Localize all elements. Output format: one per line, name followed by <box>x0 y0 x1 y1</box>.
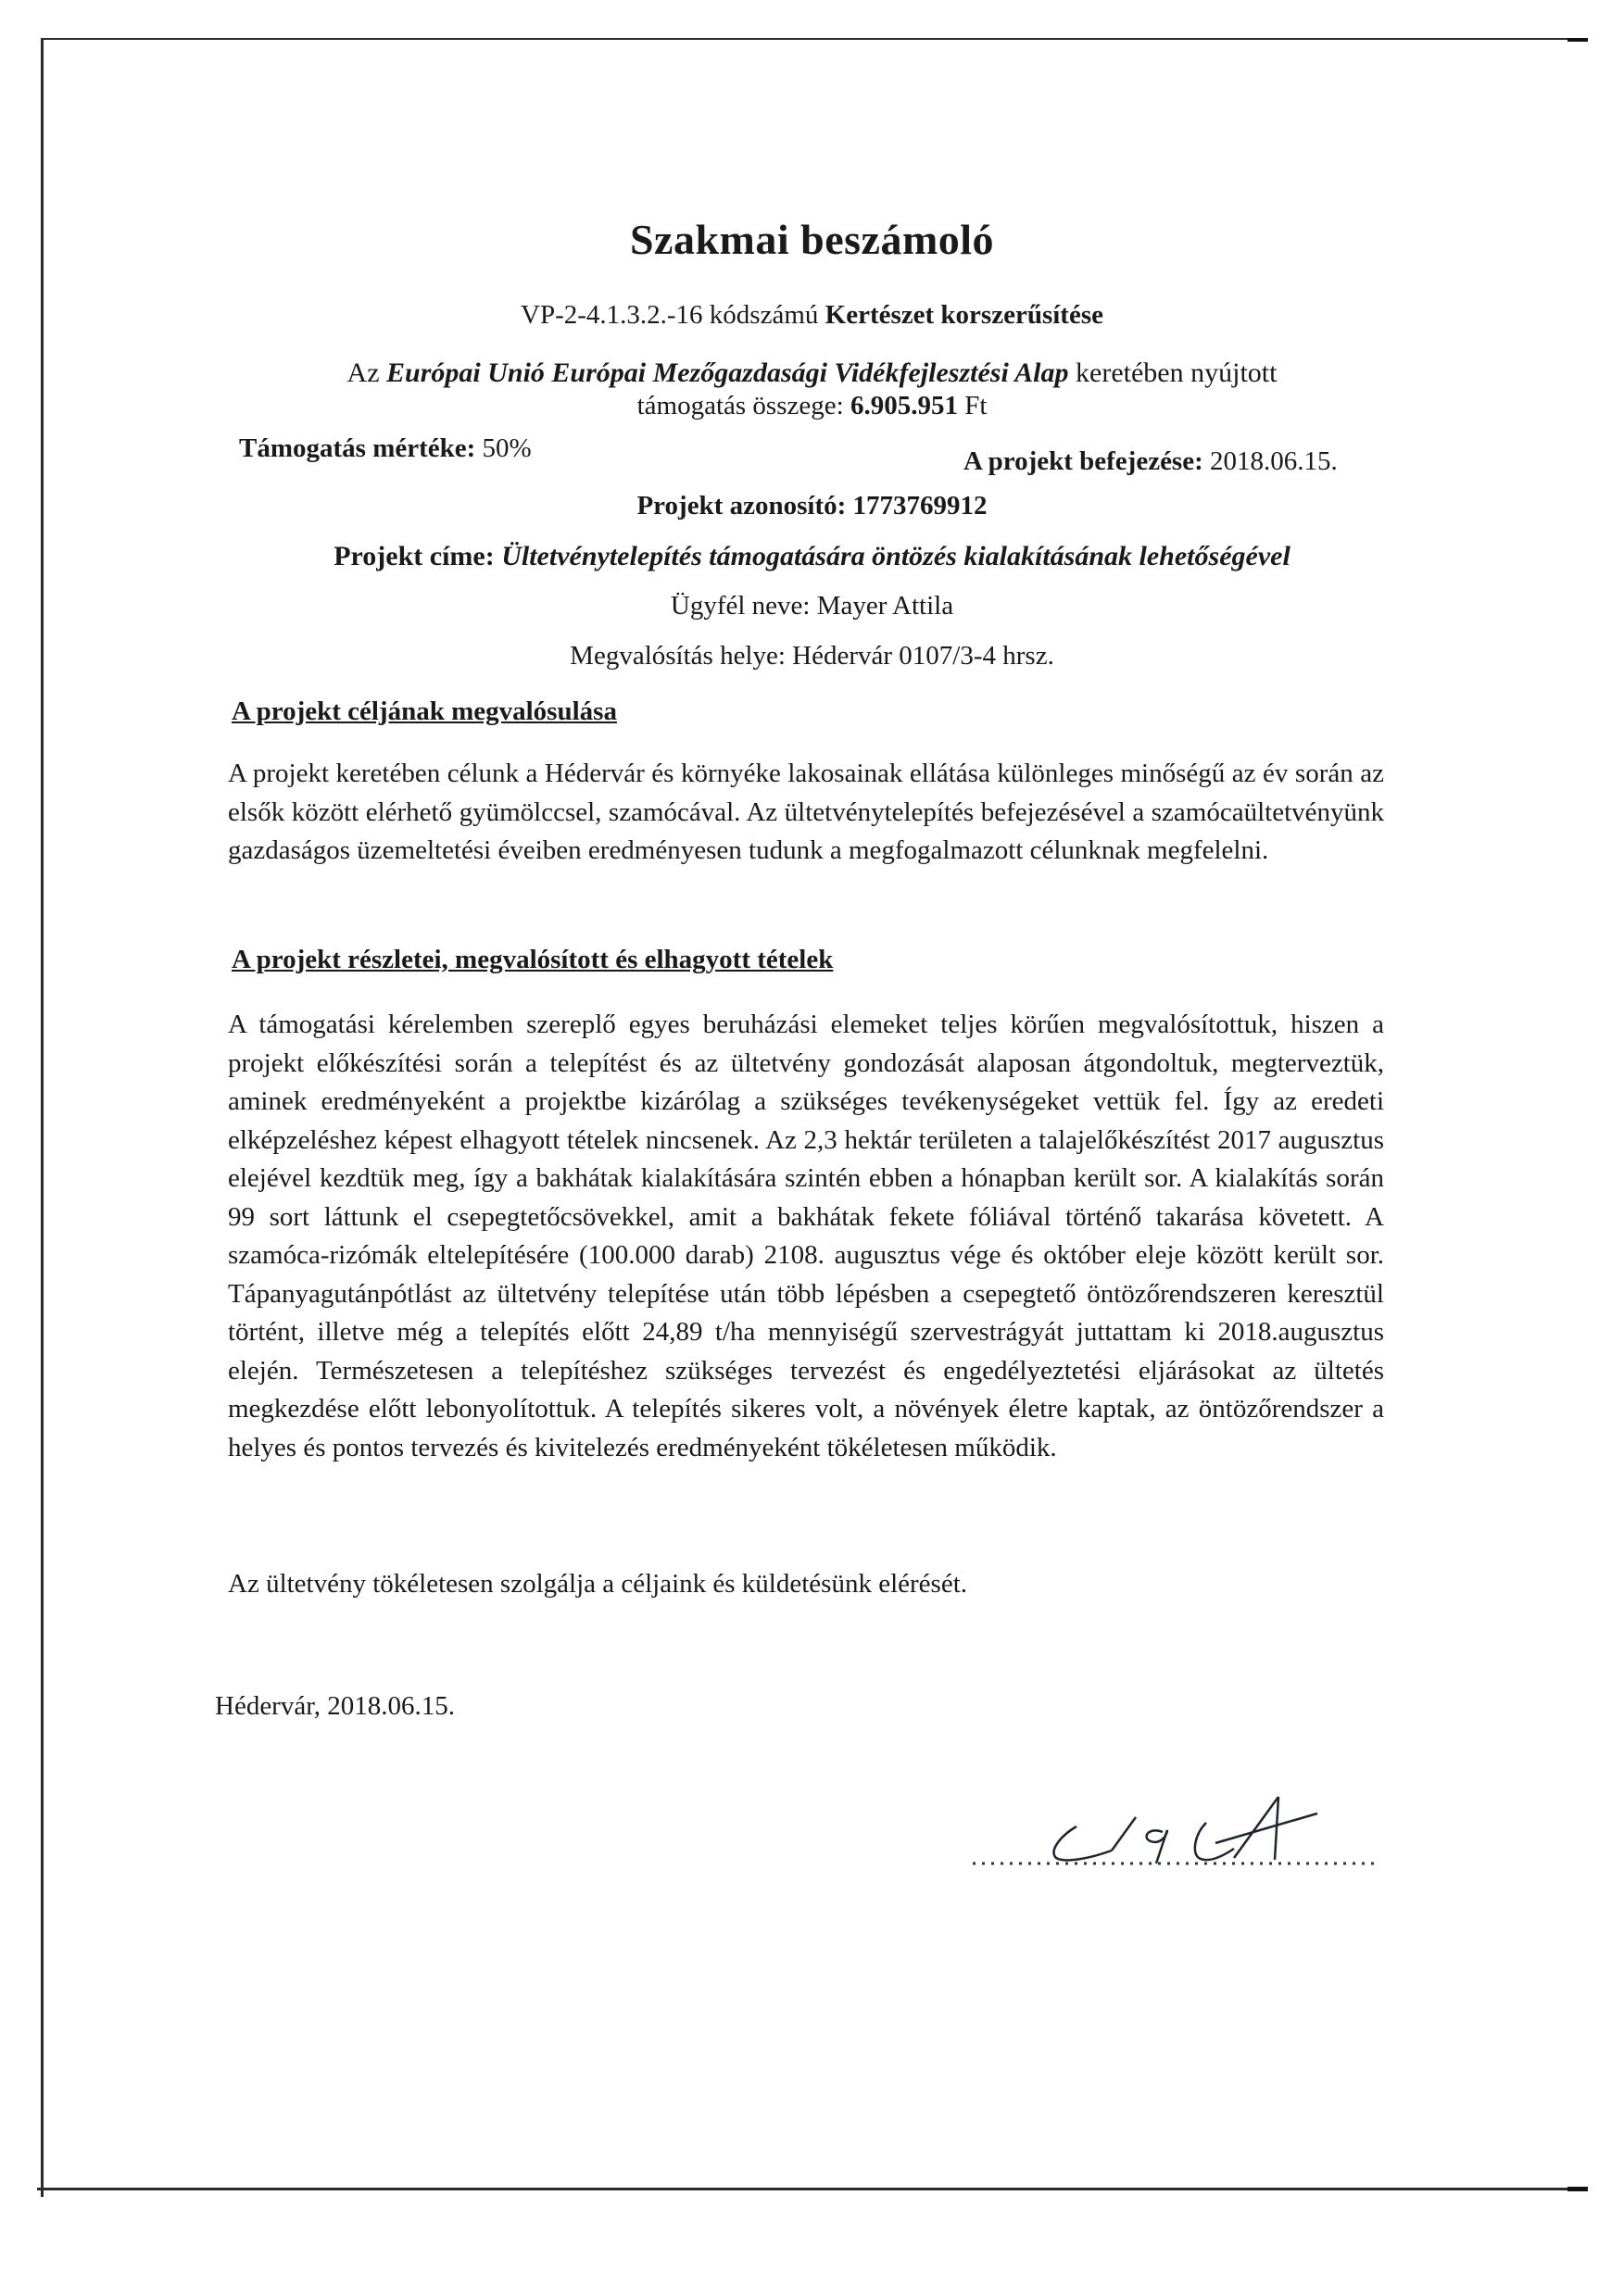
client-name: Ügyfél neve: Mayer Attila <box>670 591 954 621</box>
project-name-label: Projekt címe: <box>334 541 502 571</box>
project-end-value: 2018.06.15. <box>1210 446 1338 476</box>
project-end <box>963 446 1338 477</box>
program-code-line <box>0 300 1624 331</box>
place-date: Hédervár, 2018.06.15. <box>215 1691 455 1721</box>
project-id-line <box>0 491 1624 521</box>
project-name-line <box>0 541 1624 572</box>
project-id-label: Projekt azonosító: <box>636 491 853 521</box>
support-rate <box>239 433 532 464</box>
program-code: VP-2-4.1.3.2.-16 kódszámú <box>521 300 825 330</box>
amount-currency: Ft <box>957 391 988 420</box>
location: Megvalósítás helye: Hédervár 0107/3-4 hrsz. <box>570 641 1054 671</box>
document-title: Szakmai beszámoló <box>629 216 995 263</box>
support-rate-value: 50% <box>482 433 532 463</box>
fund-prefix: Az <box>346 358 387 388</box>
scan-mark-top-right <box>1567 38 1588 42</box>
project-end-label: A projekt befejezése: <box>963 446 1210 476</box>
section-text-goal: A projekt keretében célunk a Hédervár és környéke lakosainak ellátása különleges minőségű az év során az elsők között elérhető gyümölccsel, szamócával. Az ültetvénytelepítés befejezésével a szamócaültetvényünk gazdaságos üzemeltetési éveiben eredményesen tudunk a megfogalmazott célunknak megfelelni. <box>228 759 1384 865</box>
signature-icon <box>973 1778 1380 1880</box>
program-name: Kertészet korszerűsítése <box>825 300 1103 330</box>
amount-value: 6.905.951 <box>850 391 958 420</box>
amount-label: támogatás összege: <box>636 391 850 420</box>
scan-mark-bottom-right <box>1567 2187 1588 2191</box>
amount-line <box>0 391 1624 421</box>
scan-border-bottom <box>37 2188 1580 2190</box>
fund-name: Európai Unió Európai Mezőgazdasági Vidékfejlesztési Alap <box>386 358 1069 388</box>
project-name-value: Ültetvénytelepítés támogatására öntözés kialakításának lehetőségével <box>501 541 1290 571</box>
section-heading-details: A projekt részletei, megvalósított és elhagyott tételek <box>232 945 834 974</box>
support-rate-label: Támogatás mértéke: <box>239 433 483 463</box>
project-id-value: 1773769912 <box>852 491 988 521</box>
fund-suffix: keretében nyújtott <box>1068 358 1278 388</box>
section-heading-goal: A projekt céljának megvalósulása <box>232 696 617 726</box>
scan-border-top <box>41 38 1579 40</box>
fund-line <box>0 358 1624 389</box>
section-text-details: A támogatási kérelemben szereplő egyes beruházási elemeket teljes körűen megvalósítottuk, hiszen a projekt előkészítési során a telepítést és az ültetvény gondozását alaposan átgondoltuk, megterveztük, aminek eredményeként a projektbe kizárólag a szükséges tevékenységeket vettük fel. Így az eredeti elképzeléshez képest elhagyott tételek nincsenek. Az 2,3 hektár területen a talajelőkészítést 2017 augusztus elejével kezdtük meg, így a bakhátak kialakítására szintén ebben a hónapban került sor. A kialakítás során 99 sort láttunk el csepegtetőcsövekkel, amit a bakhátak fekete fóliával történő takarása követett. A szamóca-rizómák eltelepítésére (100.000 darab) 2108. augusztus vége és október eleje között került sor. Tápanyagutánpótlást az ültetvény telepítése után több lépésben a csepegtető öntözőrendszeren keresztül történt, illetve még a telepítés előtt 24,89 t/ha mennyiségű szervestrágyát juttattam ki 2018.augusztus elején. Természetesen a telepítéshez szükséges tervezést és engedélyeztetési eljárásokat az ültetés megkezdése előtt lebonyolítottuk. A telepítés sikeres volt, a növények életre kaptak, az öntözőrendszer a helyes és pontos tervezés és kivitelezés eredményeként tökéletesen működik. <box>228 1010 1384 1462</box>
closing-text: Az ültetvény tökéletesen szolgálja a céljaink és küldetésünk elérését. <box>228 1569 967 1599</box>
